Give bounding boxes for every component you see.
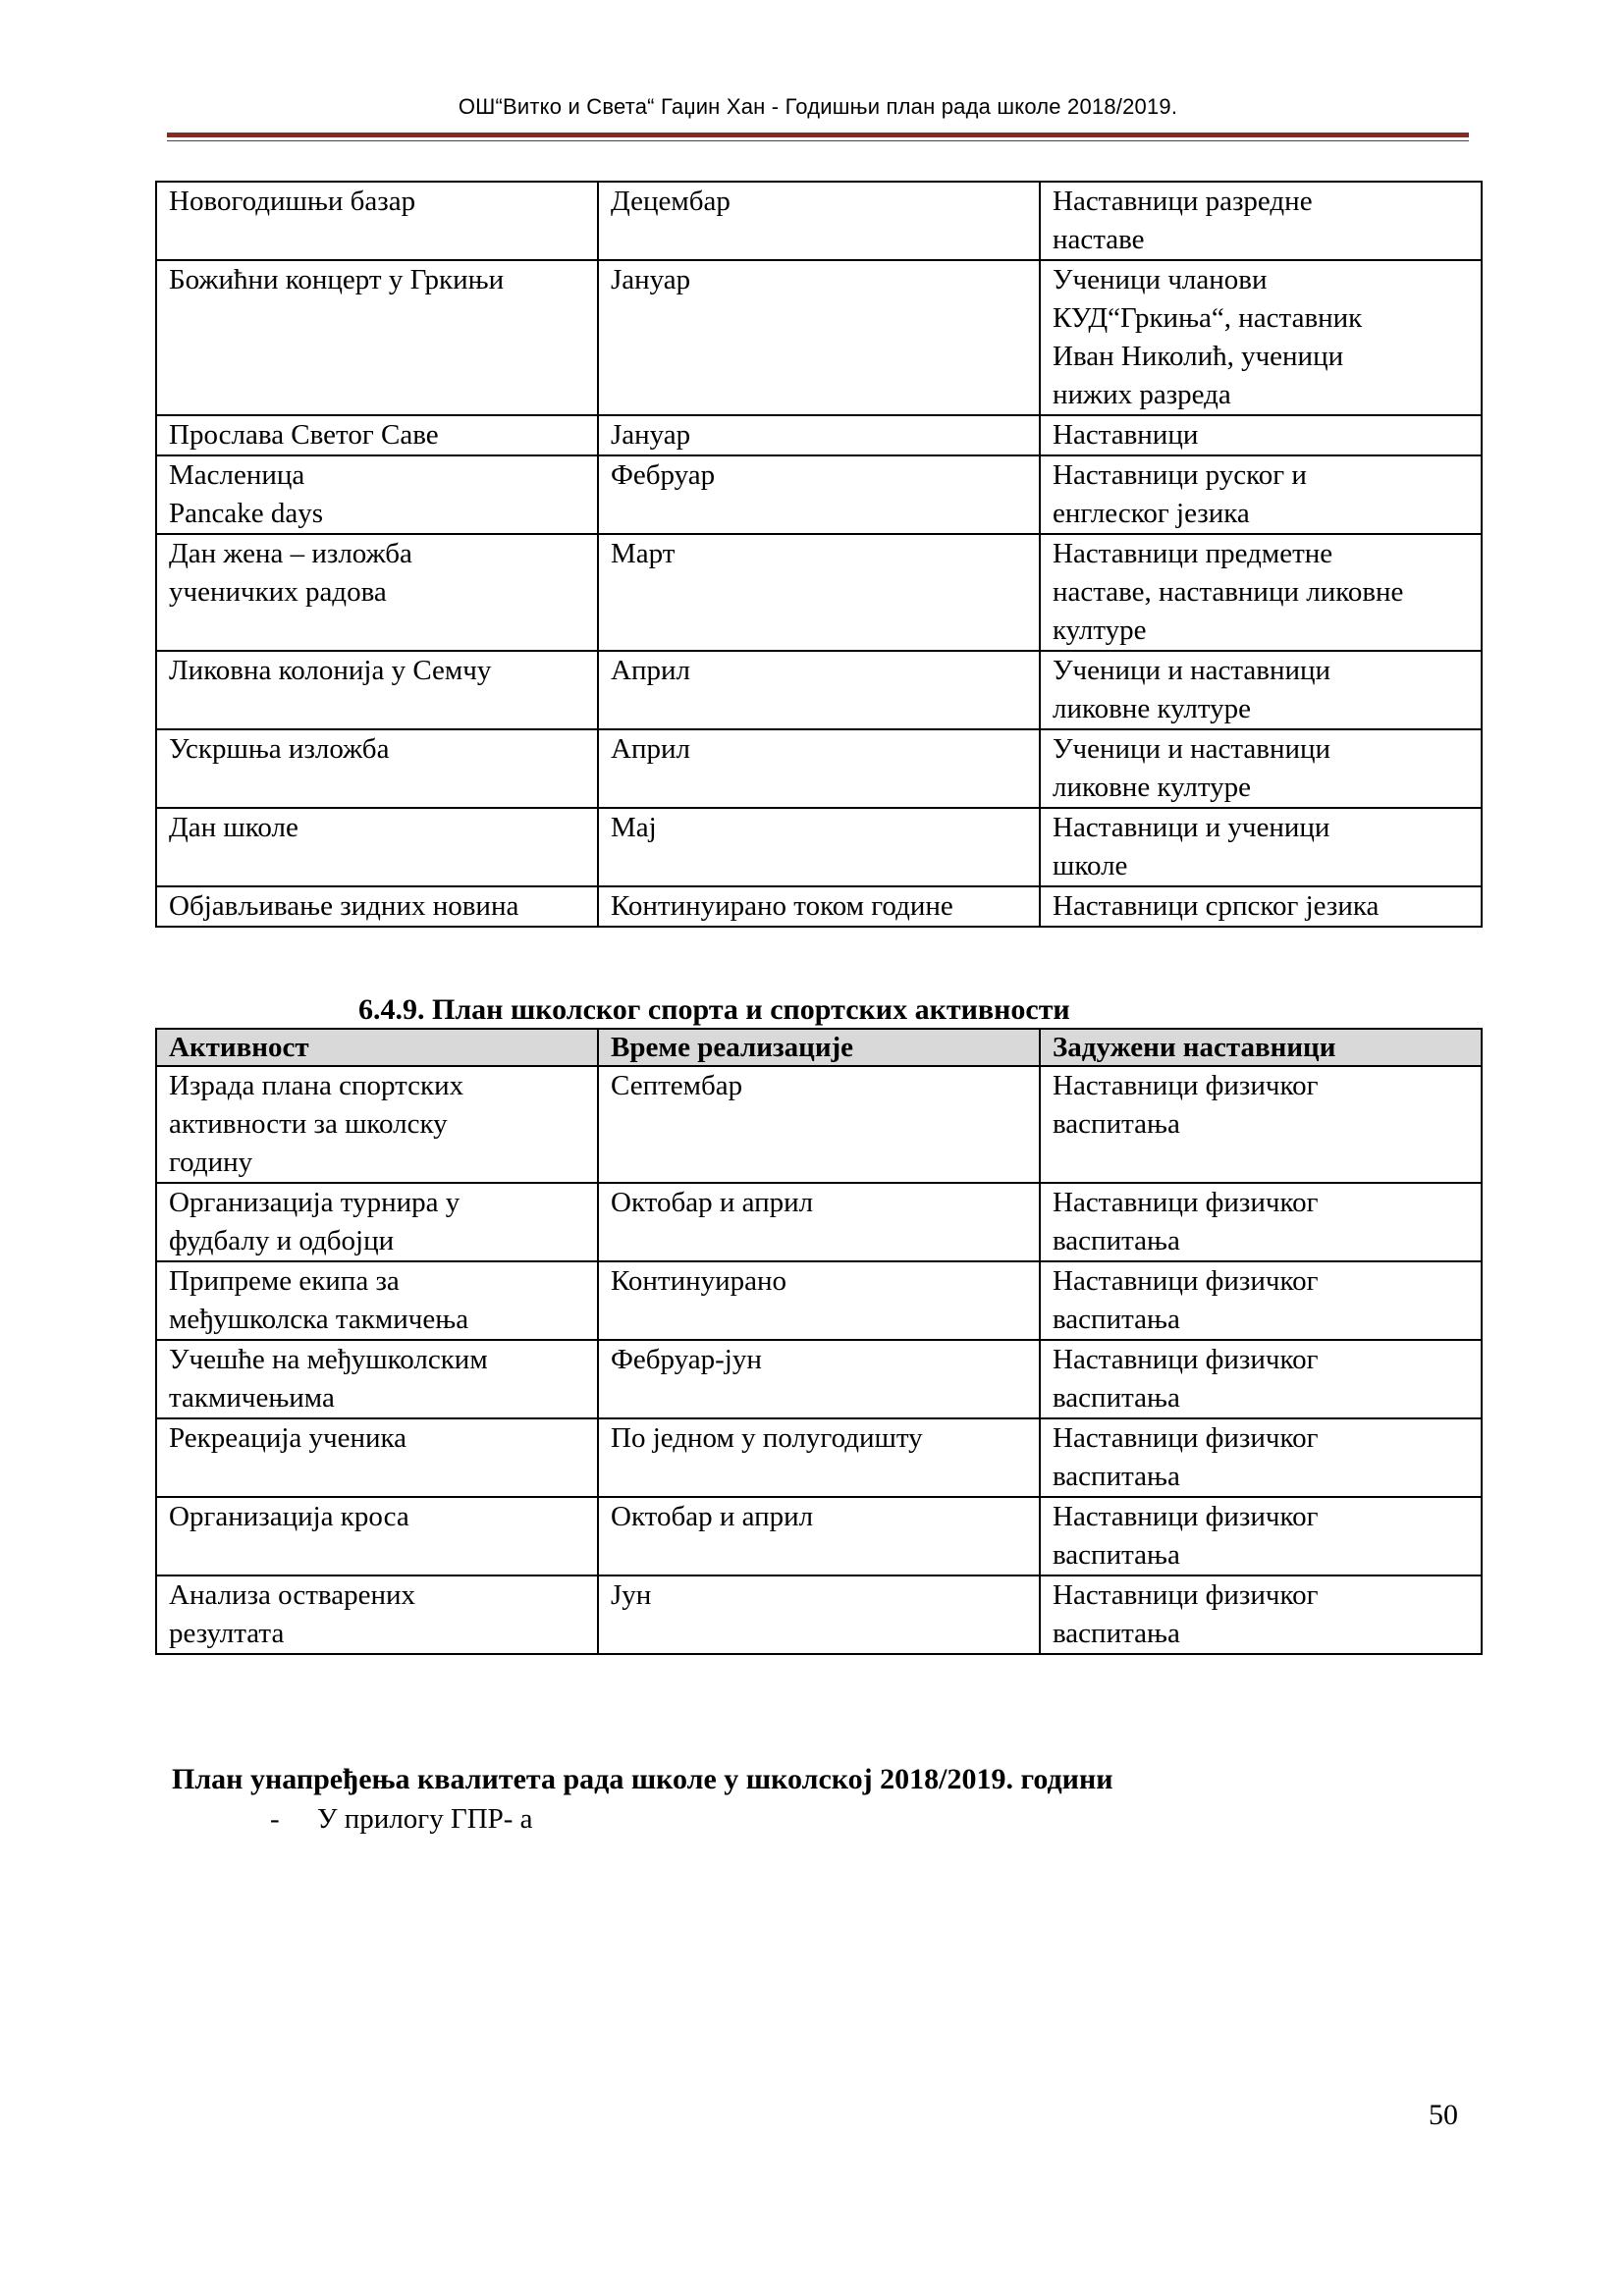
cell-month: Април — [598, 651, 1040, 729]
cell-month: Континуирано током године — [598, 886, 1040, 927]
cell-event: Дан жена – изложба ученичких радова — [156, 534, 598, 651]
page-number: 50 — [1429, 2099, 1458, 2131]
events-table — [155, 181, 1483, 928]
cell-event: Божићни концерт у Гркињи — [156, 260, 598, 415]
table-row — [156, 455, 1482, 534]
cell-month: Мај — [598, 808, 1040, 886]
header-time: Време реализације — [598, 1029, 1040, 1066]
table-row — [156, 1497, 1482, 1575]
cell-responsible: Наставници разредне наставе — [1040, 182, 1482, 260]
cell-activity: Организација турнира у фудбалу и одбојци — [156, 1183, 598, 1261]
cell-activity: Рекреација ученика — [156, 1418, 598, 1497]
cell-event: Ликовна колонија у Семчу — [156, 651, 598, 729]
cell-activity: Израда плана спортских активности за школску годину — [156, 1066, 598, 1183]
cell-month: Децембар — [598, 182, 1040, 260]
table-row — [156, 1418, 1482, 1497]
cell-teachers: Наставници физичког васпитања — [1040, 1183, 1482, 1261]
table-row — [156, 415, 1482, 455]
table-row — [156, 1261, 1482, 1340]
cell-responsible: Наставници руског и енглеског језика — [1040, 455, 1482, 534]
cell-teachers: Наставници физичког васпитања — [1040, 1261, 1482, 1340]
table-row — [156, 534, 1482, 651]
table-row — [156, 260, 1482, 415]
table-row — [156, 1183, 1482, 1261]
table-row — [156, 182, 1482, 260]
table-row — [156, 1575, 1482, 1654]
section-title: 6.4.9. План школског спорта и спортских активности — [358, 993, 1070, 1026]
cell-teachers: Наставници физичког васпитања — [1040, 1418, 1482, 1497]
document-header: ОШ“Витко и Света“ Гаџин Хан - Годишњи план рада школе 2018/2019. — [458, 94, 1178, 119]
cell-responsible: Наставници — [1040, 415, 1482, 455]
cell-responsible: Наставници предметне наставе, наставници ликовне културе — [1040, 534, 1482, 651]
cell-month: Март — [598, 534, 1040, 651]
cell-teachers: Наставници физичког васпитања — [1040, 1066, 1482, 1183]
cell-event: Новогодишњи базар — [156, 182, 598, 260]
table-row — [156, 886, 1482, 927]
cell-time: Септембар — [598, 1066, 1040, 1183]
header-teachers: Задужени наставници — [1040, 1029, 1482, 1066]
cell-time: Континуирано — [598, 1261, 1040, 1340]
cell-event: Прослава Светог Саве — [156, 415, 598, 455]
cell-responsible: Ученици и наставници ликовне културе — [1040, 651, 1482, 729]
sports-table — [155, 1028, 1483, 1655]
cell-responsible: Ученици и наставници ликовне културе — [1040, 729, 1482, 808]
list-item — [270, 1800, 533, 1838]
header-activity: Активност — [156, 1029, 598, 1066]
cell-event: Масленица Pancake days — [156, 455, 598, 534]
cell-month: Фебруар — [598, 455, 1040, 534]
cell-activity: Организација кроса — [156, 1497, 598, 1575]
cell-month: Април — [598, 729, 1040, 808]
cell-event: Ускршња изложба — [156, 729, 598, 808]
header-rule — [167, 133, 1469, 137]
cell-event: Дан школе — [156, 808, 598, 886]
list-dash: - — [270, 1803, 280, 1835]
cell-responsible: Наставници и ученици школе — [1040, 808, 1482, 886]
cell-event: Објављивање зидних новина — [156, 886, 598, 927]
cell-teachers: Наставници физичког васпитања — [1040, 1575, 1482, 1654]
cell-activity: Припреме екипа за међушколска такмичења — [156, 1261, 598, 1340]
cell-time: Октобар и април — [598, 1497, 1040, 1575]
cell-month: Јануар — [598, 260, 1040, 415]
cell-responsible: Наставници српског језика — [1040, 886, 1482, 927]
table-row — [156, 808, 1482, 886]
table-row — [156, 1066, 1482, 1183]
cell-time: Фебруар-јун — [598, 1340, 1040, 1418]
plan-title: План унапређења квалитета рада школе у школској 2018/2019. години — [172, 1763, 1113, 1795]
cell-responsible: Ученици чланови КУД“Гркиња“, наставник Иван Николић, ученици нижих разреда — [1040, 260, 1482, 415]
table-header-row — [156, 1029, 1482, 1066]
table-row — [156, 651, 1482, 729]
cell-teachers: Наставници физичког васпитања — [1040, 1340, 1482, 1418]
cell-activity: Учешће на међушколским такмичењима — [156, 1340, 598, 1418]
cell-month: Јануар — [598, 415, 1040, 455]
header-rule-thin — [167, 140, 1469, 141]
list-item-text: У прилогу ГПР- а — [317, 1803, 533, 1835]
cell-activity: Анализа остварених резултата — [156, 1575, 598, 1654]
table-row — [156, 1340, 1482, 1418]
cell-time: По једном у полугодишту — [598, 1418, 1040, 1497]
cell-time: Јун — [598, 1575, 1040, 1654]
cell-time: Октобар и април — [598, 1183, 1040, 1261]
table-row — [156, 729, 1482, 808]
cell-teachers: Наставници физичког васпитања — [1040, 1497, 1482, 1575]
